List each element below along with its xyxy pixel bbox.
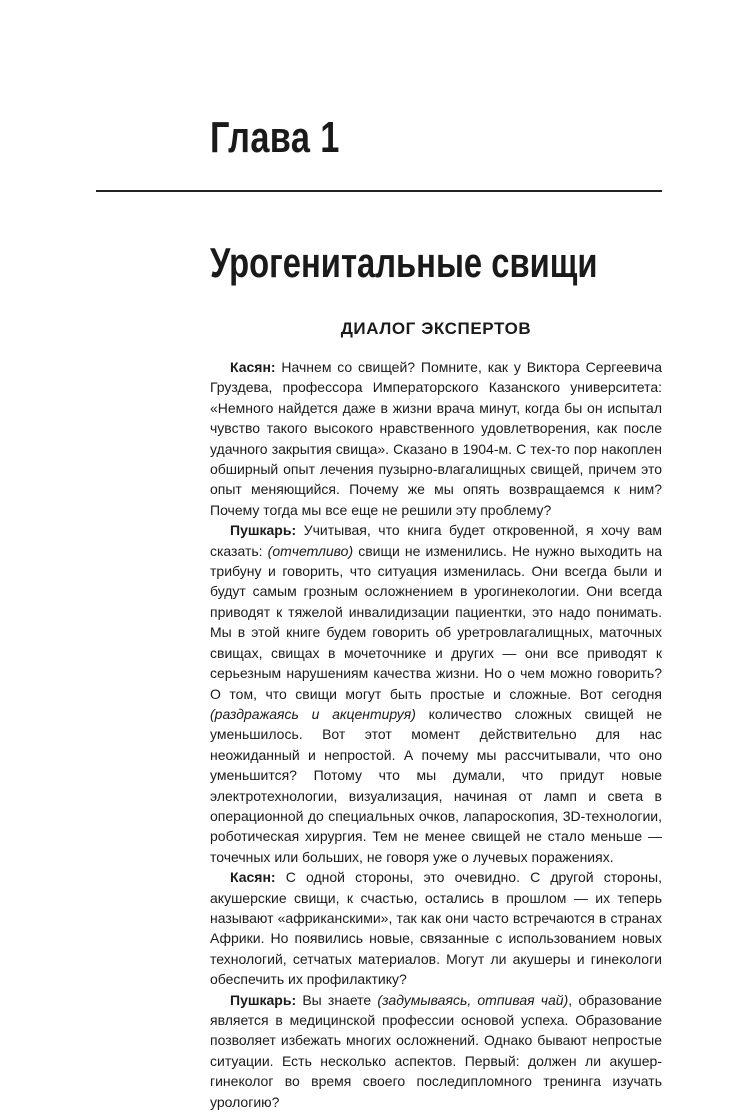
speaker-name: Касян: <box>230 869 276 886</box>
section-title: ДИАЛОГ ЭКСПЕРТОВ <box>340 319 532 338</box>
dialogue-paragraph <box>210 520 662 867</box>
dialogue-text: Учитывая, что книга будет откровенной, я хочу вам сказать: <box>210 522 662 559</box>
dialogue-text: С одной стороны, это очевидно. С другой стороны, акушерские свищи, к счастью, остались в прошлом — их теперь называют «африканскими», так как они часто встречаются в странах Африки. Но появились новые, связанные с использованием новых технологий, сетчатых материалов. Могут ли акушеры и гинекологи обеспечить их профилактику? <box>210 869 662 988</box>
dialogue-text: свищи не изменились. Не нужно выходить на трибуну и говорить, что ситуация изменилась. Они всегда были и будут самым грозным осложнением в урогинекологии. Они всегда приводят к тяжелой инвалидизации пациентки, это надо понимать. Мы в этой книге будем говорить об уретровлагалищных, маточных свищах, свищах в мочеточнике и других — они все приводят к серьезным нарушениям качества жизни. Но о чем можно говорить? О том, что свищи могут быть простые и сложные. Вот сегодня <box>210 542 662 702</box>
dialogue-text: количество сложных свищей не уменьшилось. Вот этот момент действительно для нас неожиданный и непростой. А почему мы рассчитывали, что оно уменьшится? Потому что мы думали, что придут новые электротехнологии, визуализация, начиная от ламп и света в операционной до специальных очков, лапароскопия, 3D-технологии, роботическая хирургия. Тем не менее свищей не стало меньше — точечных или больших, не говоря уже о лучевых поражениях. <box>210 705 662 865</box>
dialogue-text: , образование является в медицинской профессии основой успеха. Образование позволяет избежать многих осложнений. Однако бывают непростые ситуации. Есть несколько аспектов. Первый: должен ли акушер-гинеколог во время своего последипломного тренинга изучать урологию? <box>210 991 663 1110</box>
dialogue-paragraph <box>210 990 662 1112</box>
dialogue-body <box>210 357 662 1112</box>
dialogue-paragraph <box>210 867 662 989</box>
speaker-name: Пушкарь: <box>230 991 297 1008</box>
chapter-title: Урогенитальные свищи <box>210 239 598 286</box>
dialogue-text: Вы знаете <box>296 991 378 1008</box>
chapter-label: Глава 1 <box>210 113 340 162</box>
speaker-name: Пушкарь: <box>230 522 297 539</box>
chapter-divider <box>96 190 662 192</box>
dialogue-paragraph <box>210 357 662 520</box>
speaker-name: Касян: <box>230 359 276 375</box>
stage-direction: (задумываясь, отпивая чай) <box>377 991 569 1008</box>
stage-direction: (отчетливо) <box>267 542 354 559</box>
dialogue-text: Начнем со свищей? Помните, как у Виктора Сергеевича Груздева, профессора Императорского Казанского университета: «Немного найдется даже в жизни врача минут, когда бы он испытал чувство такого высокого нравственного удовлетворения, как после удачного закрытия свища». Сказано в 1904-м. С тех-то пор накоплен обширный опыт лечения пузырно-влагалищных свищей, причем это опыт меняющийся. Почему же мы опять возвращаемся к ним? Почему тогда мы все еще не решили эту проблему? <box>210 359 662 518</box>
stage-direction: (раздражаясь и акцентируя) <box>210 705 416 722</box>
